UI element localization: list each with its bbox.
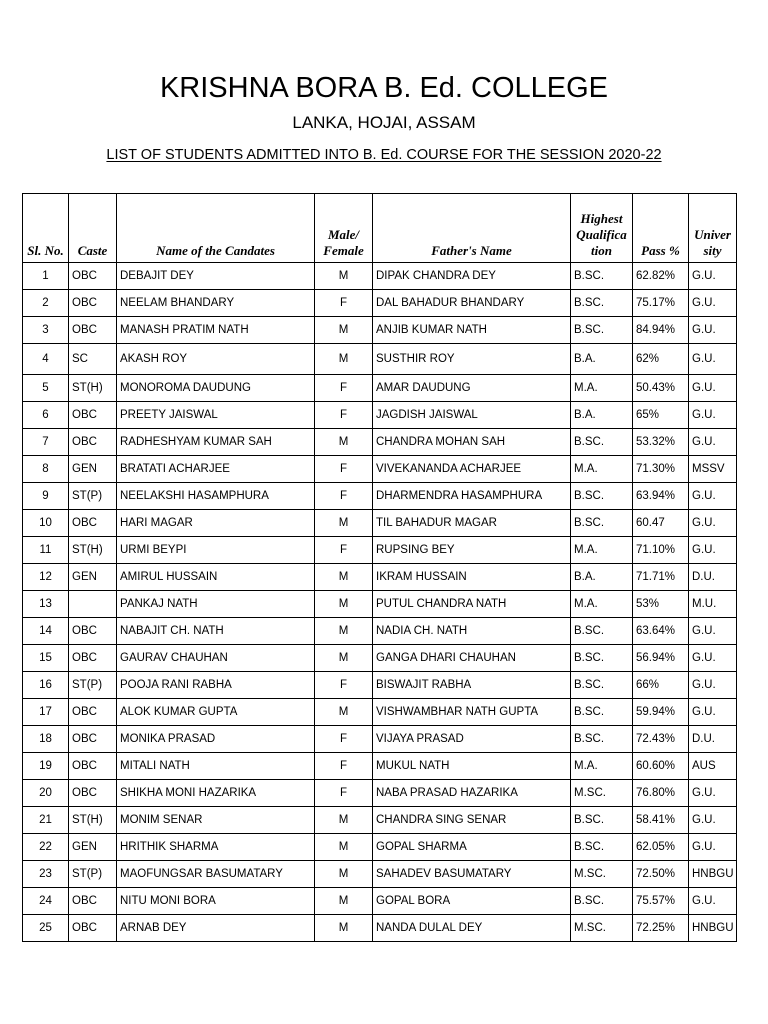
cell-sl-no: 7 (23, 429, 69, 456)
cell-caste: OBC (69, 780, 117, 807)
cell-university: G.U. (689, 344, 737, 375)
cell-candidate-name: AKASH ROY (117, 344, 315, 375)
cell-father-name: TIL BAHADUR MAGAR (373, 510, 571, 537)
cell-caste: ST(P) (69, 483, 117, 510)
cell-sl-no: 22 (23, 834, 69, 861)
cell-pass-percent: 59.94% (633, 699, 689, 726)
cell-university: G.U. (689, 672, 737, 699)
table-row (23, 591, 737, 618)
cell-gender: F (315, 753, 373, 780)
cell-sl-no: 12 (23, 564, 69, 591)
cell-pass-percent: 71.30% (633, 456, 689, 483)
cell-father-name: CHANDRA SING SENAR (373, 807, 571, 834)
cell-father-name: DHARMENDRA HASAMPHURA (373, 483, 571, 510)
cell-candidate-name: MITALI NATH (117, 753, 315, 780)
cell-university: G.U. (689, 483, 737, 510)
cell-sl-no: 8 (23, 456, 69, 483)
cell-candidate-name: HARI MAGAR (117, 510, 315, 537)
cell-sl-no: 15 (23, 645, 69, 672)
cell-qualification: B.A. (571, 564, 633, 591)
cell-caste: OBC (69, 263, 117, 290)
cell-pass-percent: 58.41% (633, 807, 689, 834)
cell-gender: M (315, 429, 373, 456)
cell-caste: OBC (69, 645, 117, 672)
cell-caste: OBC (69, 618, 117, 645)
cell-sl-no: 10 (23, 510, 69, 537)
table-row (23, 564, 737, 591)
cell-caste: ST(H) (69, 375, 117, 402)
cell-caste: OBC (69, 429, 117, 456)
cell-qualification: M.SC. (571, 915, 633, 942)
cell-pass-percent: 62% (633, 344, 689, 375)
cell-university: G.U. (689, 780, 737, 807)
cell-university: G.U. (689, 537, 737, 564)
cell-father-name: NANDA DULAL DEY (373, 915, 571, 942)
cell-gender: M (315, 510, 373, 537)
cell-caste: ST(P) (69, 861, 117, 888)
cell-gender: F (315, 290, 373, 317)
cell-university: G.U. (689, 402, 737, 429)
cell-gender: M (315, 344, 373, 375)
cell-pass-percent: 72.25% (633, 915, 689, 942)
cell-candidate-name: URMI BEYPI (117, 537, 315, 564)
cell-sl-no: 13 (23, 591, 69, 618)
cell-father-name: DIPAK CHANDRA DEY (373, 263, 571, 290)
cell-qualification: B.SC. (571, 317, 633, 344)
cell-qualification: B.SC. (571, 290, 633, 317)
cell-sl-no: 19 (23, 753, 69, 780)
cell-gender: M (315, 591, 373, 618)
college-title: KRISHNA BORA B. Ed. COLLEGE (159, 72, 609, 104)
cell-pass-percent: 60.47 (633, 510, 689, 537)
cell-qualification: M.A. (571, 753, 633, 780)
table-header-row (23, 194, 737, 263)
cell-university: G.U. (689, 317, 737, 344)
cell-sl-no: 9 (23, 483, 69, 510)
list-title-text: LIST OF STUDENTS ADMITTED INTO B. Ed. COURSE FOR THE SESSION 2020-22 (106, 147, 662, 163)
cell-candidate-name: MAOFUNGSAR BASUMATARY (117, 861, 315, 888)
cell-candidate-name: NEELAM BHANDARY (117, 290, 315, 317)
cell-university: M.U. (689, 591, 737, 618)
col-header-pass-percent: Pass % (633, 194, 689, 263)
cell-qualification: M.SC. (571, 861, 633, 888)
cell-qualification: B.SC. (571, 726, 633, 753)
table-row (23, 317, 737, 344)
cell-gender: F (315, 780, 373, 807)
cell-university: G.U. (689, 375, 737, 402)
cell-father-name: SAHADEV BASUMATARY (373, 861, 571, 888)
cell-candidate-name: NEELAKSHI HASAMPHURA (117, 483, 315, 510)
cell-father-name: CHANDRA MOHAN SAH (373, 429, 571, 456)
cell-pass-percent: 63.94% (633, 483, 689, 510)
cell-university: MSSV (689, 456, 737, 483)
cell-sl-no: 18 (23, 726, 69, 753)
table-row (23, 375, 737, 402)
cell-candidate-name: RADHESHYAM KUMAR SAH (117, 429, 315, 456)
cell-father-name: MUKUL NATH (373, 753, 571, 780)
cell-gender: M (315, 645, 373, 672)
cell-father-name: VIJAYA PRASAD (373, 726, 571, 753)
cell-sl-no: 16 (23, 672, 69, 699)
table-row (23, 618, 737, 645)
cell-qualification: B.SC. (571, 263, 633, 290)
table-row (23, 510, 737, 537)
cell-gender: F (315, 483, 373, 510)
cell-caste: GEN (69, 834, 117, 861)
cell-university: D.U. (689, 564, 737, 591)
cell-sl-no: 20 (23, 780, 69, 807)
cell-qualification: B.SC. (571, 429, 633, 456)
cell-candidate-name: MONIM SENAR (117, 807, 315, 834)
cell-pass-percent: 62.82% (633, 263, 689, 290)
cell-pass-percent: 62.05% (633, 834, 689, 861)
cell-sl-no: 24 (23, 888, 69, 915)
cell-pass-percent: 72.50% (633, 861, 689, 888)
cell-caste: ST(P) (69, 672, 117, 699)
cell-sl-no: 3 (23, 317, 69, 344)
cell-candidate-name: PANKAJ NATH (117, 591, 315, 618)
cell-gender: M (315, 618, 373, 645)
cell-pass-percent: 63.64% (633, 618, 689, 645)
cell-candidate-name: NITU MONI BORA (117, 888, 315, 915)
cell-sl-no: 14 (23, 618, 69, 645)
cell-candidate-name: GAURAV CHAUHAN (117, 645, 315, 672)
cell-university: G.U. (689, 618, 737, 645)
table-row (23, 456, 737, 483)
cell-qualification: B.SC. (571, 618, 633, 645)
cell-father-name: VIVEKANANDA ACHARJEE (373, 456, 571, 483)
cell-university: G.U. (689, 699, 737, 726)
cell-sl-no: 23 (23, 861, 69, 888)
col-header-caste: Caste (69, 194, 117, 263)
cell-gender: M (315, 888, 373, 915)
col-header-university: Univer sity (689, 194, 737, 263)
cell-qualification: B.SC. (571, 699, 633, 726)
cell-father-name: VISHWAMBHAR NATH GUPTA (373, 699, 571, 726)
cell-gender: M (315, 317, 373, 344)
table-row (23, 699, 737, 726)
cell-father-name: NADIA CH. NATH (373, 618, 571, 645)
cell-gender: M (315, 915, 373, 942)
cell-caste: OBC (69, 402, 117, 429)
cell-university: D.U. (689, 726, 737, 753)
cell-qualification: M.A. (571, 591, 633, 618)
cell-pass-percent: 71.71% (633, 564, 689, 591)
cell-university: G.U. (689, 263, 737, 290)
cell-gender: F (315, 726, 373, 753)
cell-sl-no: 21 (23, 807, 69, 834)
cell-father-name: RUPSING BEY (373, 537, 571, 564)
cell-university: G.U. (689, 888, 737, 915)
cell-qualification: M.SC. (571, 780, 633, 807)
cell-father-name: GANGA DHARI CHAUHAN (373, 645, 571, 672)
table-row (23, 834, 737, 861)
cell-pass-percent: 72.43% (633, 726, 689, 753)
col-header-qualification: Highest Qualifica tion (571, 194, 633, 263)
cell-sl-no: 1 (23, 263, 69, 290)
cell-candidate-name: BRATATI ACHARJEE (117, 456, 315, 483)
cell-qualification: B.SC. (571, 834, 633, 861)
cell-gender: M (315, 699, 373, 726)
col-header-sl-no: Sl. No. (23, 194, 69, 263)
cell-qualification: M.A. (571, 537, 633, 564)
cell-qualification: M.A. (571, 375, 633, 402)
cell-caste: ST(H) (69, 537, 117, 564)
table-row (23, 861, 737, 888)
cell-gender: M (315, 263, 373, 290)
table-row (23, 263, 737, 290)
cell-qualification: M.A. (571, 456, 633, 483)
students-table (22, 193, 737, 942)
cell-caste: OBC (69, 915, 117, 942)
cell-university: G.U. (689, 290, 737, 317)
cell-pass-percent: 76.80% (633, 780, 689, 807)
cell-university: G.U. (689, 510, 737, 537)
cell-father-name: IKRAM HUSSAIN (373, 564, 571, 591)
cell-qualification: B.SC. (571, 483, 633, 510)
cell-father-name: BISWAJIT RABHA (373, 672, 571, 699)
col-header-gender: Male/ Female (315, 194, 373, 263)
table-row (23, 915, 737, 942)
cell-gender: M (315, 834, 373, 861)
cell-gender: M (315, 861, 373, 888)
cell-university: G.U. (689, 645, 737, 672)
cell-sl-no: 17 (23, 699, 69, 726)
cell-pass-percent: 75.17% (633, 290, 689, 317)
cell-gender: F (315, 456, 373, 483)
cell-qualification: B.SC. (571, 510, 633, 537)
cell-pass-percent: 56.94% (633, 645, 689, 672)
cell-candidate-name: ARNAB DEY (117, 915, 315, 942)
cell-candidate-name: SHIKHA MONI HAZARIKA (117, 780, 315, 807)
cell-university: G.U. (689, 429, 737, 456)
cell-caste: OBC (69, 726, 117, 753)
cell-caste: ST(H) (69, 807, 117, 834)
cell-candidate-name: NABAJIT CH. NATH (117, 618, 315, 645)
col-header-candidate-name: Name of the Candates (117, 194, 315, 263)
cell-candidate-name: MANASH PRATIM NATH (117, 317, 315, 344)
cell-caste: OBC (69, 290, 117, 317)
cell-qualification: B.SC. (571, 672, 633, 699)
cell-father-name: NABA PRASAD HAZARIKA (373, 780, 571, 807)
table-row (23, 344, 737, 375)
cell-pass-percent: 50.43% (633, 375, 689, 402)
cell-pass-percent: 84.94% (633, 317, 689, 344)
cell-university: G.U. (689, 834, 737, 861)
cell-father-name: AMAR DAUDUNG (373, 375, 571, 402)
table-row (23, 753, 737, 780)
cell-caste: SC (69, 344, 117, 375)
cell-gender: M (315, 807, 373, 834)
table-row (23, 888, 737, 915)
list-title (0, 145, 768, 165)
cell-sl-no: 4 (23, 344, 69, 375)
cell-candidate-name: MONOROMA DAUDUNG (117, 375, 315, 402)
cell-gender: F (315, 375, 373, 402)
cell-university: HNBGU (689, 861, 737, 888)
cell-caste: OBC (69, 317, 117, 344)
cell-caste: OBC (69, 699, 117, 726)
college-address: LANKA, HOJAI, ASSAM (292, 113, 476, 132)
cell-qualification: B.SC. (571, 888, 633, 915)
cell-university: AUS (689, 753, 737, 780)
cell-candidate-name: MONIKA PRASAD (117, 726, 315, 753)
cell-university: HNBGU (689, 915, 737, 942)
cell-sl-no: 2 (23, 290, 69, 317)
cell-father-name: GOPAL SHARMA (373, 834, 571, 861)
table-row (23, 402, 737, 429)
cell-pass-percent: 60.60% (633, 753, 689, 780)
cell-sl-no: 5 (23, 375, 69, 402)
cell-qualification: B.A. (571, 344, 633, 375)
cell-father-name: PUTUL CHANDRA NATH (373, 591, 571, 618)
cell-father-name: GOPAL BORA (373, 888, 571, 915)
cell-qualification: B.SC. (571, 807, 633, 834)
cell-qualification: B.A. (571, 402, 633, 429)
table-row (23, 807, 737, 834)
cell-father-name: DAL BAHADUR BHANDARY (373, 290, 571, 317)
cell-caste: GEN (69, 564, 117, 591)
cell-candidate-name: PREETY JAISWAL (117, 402, 315, 429)
cell-pass-percent: 65% (633, 402, 689, 429)
table-row (23, 645, 737, 672)
cell-sl-no: 11 (23, 537, 69, 564)
table-row (23, 672, 737, 699)
cell-gender: M (315, 564, 373, 591)
cell-sl-no: 25 (23, 915, 69, 942)
cell-pass-percent: 75.57% (633, 888, 689, 915)
cell-university: G.U. (689, 807, 737, 834)
cell-pass-percent: 71.10% (633, 537, 689, 564)
cell-father-name: JAGDISH JAISWAL (373, 402, 571, 429)
cell-pass-percent: 53.32% (633, 429, 689, 456)
cell-gender: F (315, 402, 373, 429)
cell-father-name: ANJIB KUMAR NATH (373, 317, 571, 344)
table-row (23, 429, 737, 456)
cell-candidate-name: POOJA RANI RABHA (117, 672, 315, 699)
table-row (23, 290, 737, 317)
cell-candidate-name: HRITHIK SHARMA (117, 834, 315, 861)
cell-sl-no: 6 (23, 402, 69, 429)
cell-caste: OBC (69, 510, 117, 537)
cell-qualification: B.SC. (571, 645, 633, 672)
table-row (23, 537, 737, 564)
table-row (23, 726, 737, 753)
cell-caste: OBC (69, 888, 117, 915)
table-row (23, 483, 737, 510)
cell-pass-percent: 53% (633, 591, 689, 618)
cell-caste: OBC (69, 753, 117, 780)
cell-pass-percent: 66% (633, 672, 689, 699)
cell-caste: GEN (69, 456, 117, 483)
cell-candidate-name: DEBAJIT DEY (117, 263, 315, 290)
table-row (23, 780, 737, 807)
cell-gender: F (315, 672, 373, 699)
cell-candidate-name: AMIRUL HUSSAIN (117, 564, 315, 591)
cell-gender: F (315, 537, 373, 564)
cell-father-name: SUSTHIR ROY (373, 344, 571, 375)
cell-candidate-name: ALOK KUMAR GUPTA (117, 699, 315, 726)
table-body (23, 263, 737, 942)
cell-caste (69, 591, 117, 618)
col-header-father-name: Father's Name (373, 194, 571, 263)
